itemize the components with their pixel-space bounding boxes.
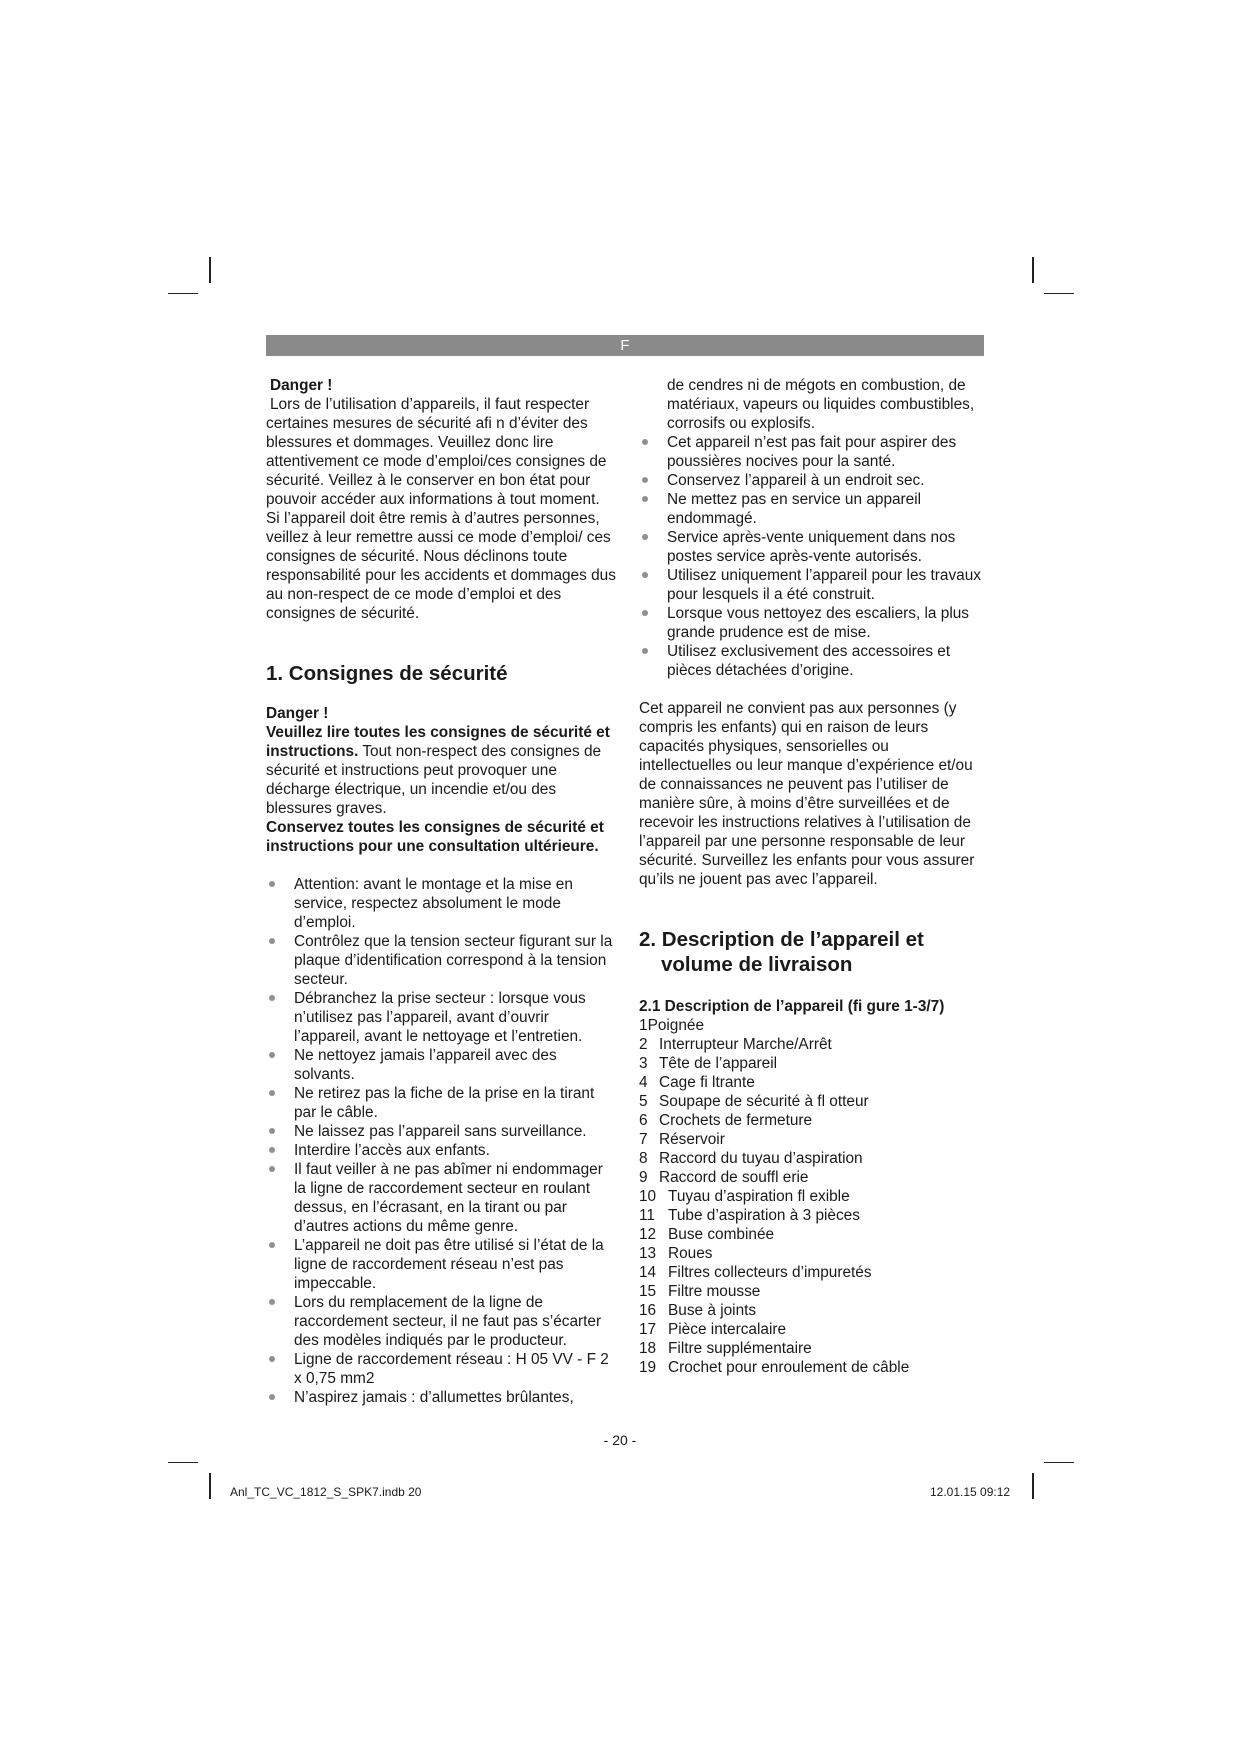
children-paragraph: Cet appareil ne convient pas aux personnes (y compris les enfants) qui en raison de leurs capacités physiques, sensorielles ou intellectuelles ou leur manque d’expérience et/ou de connaissances ne peuvent pas l’utiliser de manière sûre, à moins d’être surveillées et de recevoir les instructions relatives à l’utilisation de l’appareil par une personne responsable de leur sécurité. Surveillez les enfants pour vous assurer qu’ils ne jouent pas avec l’appareil.: [639, 700, 975, 888]
list-item: Ne laissez pas l’appareil sans surveillance.: [266, 1122, 616, 1141]
part-number: 10: [639, 1188, 657, 1205]
list-item: Ne mettez pas en service un appareil endommagé.: [639, 490, 984, 528]
section2-heading-line1: 2. Description de l’appareil et: [639, 928, 924, 951]
warning-bold-2: Conservez toutes les consignes de sécurité et instructions pour une consultation ultérieure.: [266, 819, 604, 855]
part-label: Raccord de souffl erie: [659, 1169, 809, 1186]
part-label: Interrupteur Marche/Arrêt: [659, 1036, 832, 1053]
list-item: Conservez l’appareil à un endroit sec.: [639, 471, 984, 490]
section2-heading-line2: volume de livraison: [661, 953, 853, 976]
list-item: [639, 1168, 984, 1187]
part-label: Buse à joints: [668, 1302, 757, 1319]
right-column: [639, 376, 984, 1377]
list-item: Ligne de raccordement réseau : H 05 VV - F 2 x 0,75 mm2: [266, 1350, 616, 1388]
part-label: Tête de l’appareil: [659, 1055, 778, 1072]
list-item: Utilisez exclusivement des accessoires et pièces détachées d’origine.: [639, 642, 984, 680]
crop-mark: [1044, 1462, 1074, 1463]
list-item: Interdire l’accès aux enfants.: [266, 1141, 616, 1160]
list-item: [639, 1225, 984, 1244]
warning-text-1: Tout non-respect des consignes de sécurité et instructions peut provoquer une décharge électrique, un incendie et/ou des blessures graves.: [266, 743, 602, 817]
list-item: Ne retirez pas la fiche de la prise en la tirant par le câble.: [266, 1084, 616, 1122]
crop-mark: [209, 257, 211, 283]
part-number: 17: [639, 1321, 657, 1338]
intro-danger-title: Danger !: [270, 377, 333, 394]
list-item: [639, 1054, 984, 1073]
part-number: 3: [639, 1055, 648, 1072]
safety-bullets-left: [266, 875, 616, 1407]
list-item: Cet appareil n’est pas fait pour aspirer des poussières nocives pour la santé.: [639, 433, 984, 471]
crop-mark: [1032, 1473, 1034, 1499]
part-label: Réservoir: [659, 1131, 725, 1148]
list-item: Lorsque vous nettoyez des escaliers, la plus grande prudence est de mise.: [639, 604, 984, 642]
part-number: 15: [639, 1283, 657, 1300]
list-item: [639, 1130, 984, 1149]
danger-title: Danger !: [266, 705, 329, 722]
list-item: [639, 1320, 984, 1339]
part-number: 2: [639, 1036, 648, 1053]
part-number: 18: [639, 1340, 657, 1357]
list-item: [639, 1339, 984, 1358]
part-number: 4: [639, 1074, 648, 1091]
part-label: Filtre supplémentaire: [668, 1340, 812, 1357]
list-item: Attention: avant le montage et la mise en service, respectez absolument le mode d’emploi.: [266, 875, 616, 932]
section1-heading: 1. Consignes de sécurité: [266, 662, 508, 685]
list-item: [639, 1244, 984, 1263]
warning-paragraph-1: [266, 723, 616, 818]
list-item: [639, 1016, 984, 1035]
list-item: [639, 1301, 984, 1320]
list-item: N’aspirez jamais : d’allumettes brûlantes,: [266, 1388, 616, 1407]
list-item: [639, 1282, 984, 1301]
footer-file-info: Anl_TC_VC_1812_S_SPK7.indb 20: [230, 1485, 422, 1499]
intro-text: Lors de l’utilisation d’appareils, il faut respecter certaines mesures de sécurité afi n d’éviter des blessures et dommages. Veuillez donc lire attentivement ce mode d’emploi/ces consignes de sécurité. Veillez à le conserver en bon état pour pouvoir accéder aux informations à tout moment. Si l’appareil doit être remis à d’autres personnes, veillez à leur remettre aussi ce mode d’emploi/ ces consignes de sécurité. Nous déclinons toute responsabilité pour les accidents et dommages dus au non-respect de ce mode d’emploi et des consignes de sécurité.: [266, 396, 616, 622]
list-item: Service après-vente uniquement dans nos postes service après-vente autorisés.: [639, 528, 984, 566]
list-item: [639, 1206, 984, 1225]
list-item: [639, 1149, 984, 1168]
part-number: 7: [639, 1131, 648, 1148]
part-number: 1: [639, 1017, 648, 1034]
crop-mark: [1044, 293, 1074, 294]
crop-mark: [168, 293, 198, 294]
part-label: Filtres collecteurs d’impuretés: [668, 1264, 872, 1281]
list-item: Il faut veiller à ne pas abîmer ni endommager la ligne de raccordement secteur en roulant dessus, en l’écrasant, en la tirant ou par d’autres actions du même genre.: [266, 1160, 616, 1236]
part-label: Crochet pour enroulement de câble: [668, 1359, 910, 1376]
part-number: 13: [639, 1245, 657, 1262]
section2-heading: [639, 927, 984, 977]
list-item: [639, 1358, 984, 1377]
crop-mark: [1032, 257, 1034, 283]
part-label: Buse combinée: [668, 1226, 775, 1243]
left-column: [266, 376, 616, 1407]
list-item: [639, 1263, 984, 1282]
safety-bullets-right: [639, 433, 984, 680]
crop-mark: [209, 1473, 211, 1499]
list-item: [639, 1092, 984, 1111]
subsection-heading: 2.1 Description de l’appareil (fi gure 1-3/7): [639, 998, 945, 1015]
part-number: 19: [639, 1359, 657, 1376]
part-number: 11: [639, 1207, 655, 1224]
list-item: [639, 1035, 984, 1054]
list-item: Contrôlez que la tension secteur figurant sur la plaque d’identification correspond à la tension secteur.: [266, 932, 616, 989]
list-item: [639, 1187, 984, 1206]
part-label: Pièce intercalaire: [668, 1321, 787, 1338]
part-number: 5: [639, 1093, 648, 1110]
page-number: - 20 -: [603, 1432, 637, 1448]
part-label: Filtre mousse: [668, 1283, 761, 1300]
warning-bold-1: Veuillez lire toutes les consignes de sécurité et instructions.: [266, 724, 610, 760]
part-label: Tuyau d’aspiration fl exible: [668, 1188, 850, 1205]
parts-list: [639, 1016, 984, 1377]
part-label: Raccord du tuyau d’aspiration: [659, 1150, 863, 1167]
part-number: 14: [639, 1264, 657, 1281]
part-label: Poignée: [647, 1017, 705, 1034]
list-item: [639, 1111, 984, 1130]
list-item: Lors du remplacement de la ligne de raccordement secteur, il ne faut pas s’écarter des modèles indiqués par le producteur.: [266, 1293, 616, 1350]
list-item: [639, 1073, 984, 1092]
part-label: Cage fi ltrante: [659, 1074, 755, 1091]
list-item: L’appareil ne doit pas être utilisé si l’état de la ligne de raccordement réseau n’est pas impeccable.: [266, 1236, 616, 1293]
part-number: 9: [639, 1169, 648, 1186]
list-item: Ne nettoyez jamais l’appareil avec des solvants.: [266, 1046, 616, 1084]
part-label: Crochets de fermeture: [659, 1112, 813, 1129]
crop-mark: [168, 1462, 198, 1463]
part-number: 12: [639, 1226, 657, 1243]
language-header-bar: [266, 335, 984, 356]
part-number: 16: [639, 1302, 657, 1319]
part-number: 8: [639, 1150, 648, 1167]
list-item: Débranchez la prise secteur : lorsque vous n’utilisez pas l’appareil, avant d’ouvrir l’appareil, avant le nettoyage et l’entretien.: [266, 989, 616, 1046]
language-tab-label: F: [620, 337, 630, 354]
footer-timestamp: 12.01.15 09:12: [930, 1485, 1011, 1499]
part-number: 6: [639, 1112, 648, 1129]
part-label: Roues: [668, 1245, 713, 1262]
list-item: Utilisez uniquement l’appareil pour les travaux pour lesquels il a été construit.: [639, 566, 984, 604]
part-label: Tube d’aspiration à 3 pièces: [668, 1207, 860, 1224]
part-label: Soupape de sécurité à fl otteur: [659, 1093, 869, 1110]
bullet-continuation: de cendres ni de mégots en combustion, de matériaux, vapeurs ou liquides combustibles, corrosifs ou explosifs.: [667, 377, 975, 432]
